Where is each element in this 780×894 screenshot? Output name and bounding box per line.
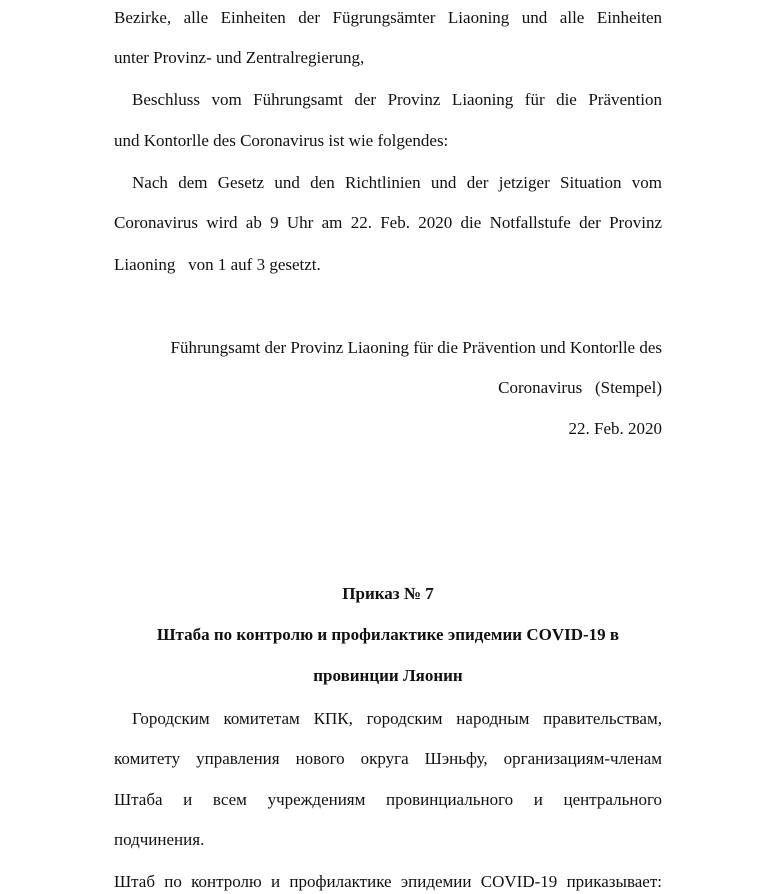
german-body-line-1: Nach dem Gesetz und den Richtlinien und der jetziger Situation vom — [132, 173, 662, 192]
russian-heading-line-1: Штаба по контролю и профилактике эпидемии COVID-19 в — [156, 625, 620, 644]
german-date: 22. Feb. 2020 — [568, 419, 662, 438]
russian-addressee-line-1: Городским комитетам КПК, городским народным правительствам, — [132, 709, 662, 728]
german-body-line-3: Liaoning von 1 auf 3 gesetzt. — [114, 255, 321, 274]
german-body-line-2: Coronavirus wird ab 9 Uhr am 22. Feb. 2020 die Notfallstufe der Provinz — [114, 213, 662, 232]
russian-addressee-line-4: подчинения. — [114, 830, 205, 849]
russian-heading-line-2: провинции Ляонин — [313, 666, 463, 685]
russian-order-line: Штаб по контролю и профилактике эпидемии COVID-19 приказывает: — [114, 872, 662, 891]
russian-addressee-line-2: комитету управления нового округа Шэньфу, организациям-членам — [114, 749, 662, 768]
german-addressee-line-2: unter Provinz- und Zentralregierung, — [114, 48, 365, 67]
german-signature-line-1: Führungsamt der Provinz Liaoning für die Prävention und Kontorlle des — [170, 338, 662, 357]
russian-addressee-line-3: Штаба и всем учреждениям провинциального и центрального — [114, 790, 662, 809]
german-decision-line-1: Beschluss vom Führungsamt der Provinz Liaoning für die Prävention — [132, 90, 662, 109]
german-signature-line-2: Coronavirus (Stempel) — [498, 378, 662, 397]
german-decision-line-2: und Kontorlle des Coronavirus ist wie folgendes: — [114, 131, 449, 150]
russian-order-title: Приказ № 7 — [342, 584, 434, 603]
german-addressee-line-1: Bezirke, alle Einheiten der Fügrungsämter Liaoning und alle Einheiten — [114, 8, 662, 27]
